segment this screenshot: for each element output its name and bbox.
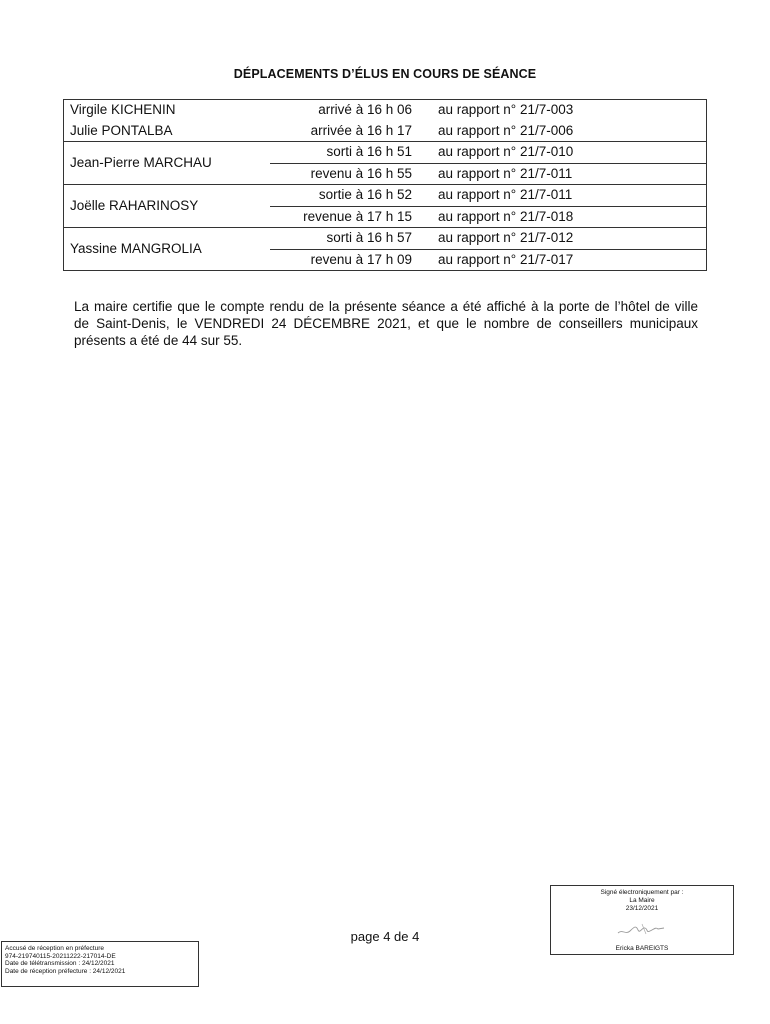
table-row (64, 185, 707, 207)
table-row (64, 100, 707, 121)
handwritten-signature-icon (612, 919, 672, 939)
report-number: au rapport n° 21/7-018 (414, 206, 707, 228)
report-number: au rapport n° 21/7-012 (414, 228, 707, 250)
movements-table (63, 99, 707, 271)
movement-time: sortie à 16 h 52 (270, 185, 414, 207)
signer-name: Ericka BAREIGTS (615, 945, 669, 952)
signature-caption: Signé électroniquement par : (600, 889, 684, 896)
report-number: au rapport n° 21/7-017 (414, 249, 707, 271)
certification-line: présents a été de 44 sur 55. (74, 333, 243, 348)
elected-name: Yassine MANGROLIA (64, 228, 271, 271)
report-number: au rapport n° 21/7-011 (414, 185, 707, 207)
elected-name: Virgile KICHENIN (70, 102, 176, 118)
elected-name: Jean-Pierre MARCHAU (64, 142, 271, 185)
report-number: au rapport n° 21/7-010 (414, 142, 707, 164)
elected-name: Julie PONTALBA (70, 122, 173, 138)
electronic-signature-box (550, 885, 734, 955)
certification-line: de Saint-Denis, le VENDREDI 24 DÉCEMBRE 2021, et que le nombre de conseillers municipaux (74, 316, 698, 331)
signature-role: La Maire (629, 897, 655, 904)
receipt-line: Date de télétransmission : 24/12/2021 (5, 960, 115, 967)
movement-time: revenue à 17 h 15 (270, 206, 414, 228)
receipt-line: Accusé de réception en préfecture (5, 945, 105, 952)
movement-time: revenu à 17 h 09 (270, 249, 414, 271)
prefecture-receipt-box (1, 941, 199, 987)
movement-time: sorti à 16 h 51 (270, 142, 414, 164)
document-title: DÉPLACEMENTS D’ÉLUS EN COURS DE SÉANCE (233, 67, 537, 81)
report-number: au rapport n° 21/7-003 (438, 102, 574, 118)
receipt-line: 974-219740115-20211222-217014-DE (5, 952, 116, 960)
report-number: au rapport n° 21/7-011 (414, 163, 707, 185)
certification-line: La maire certifie que le compte rendu de la présente séance a été affiché à la porte de l’hôtel de ville (74, 299, 698, 314)
movement-time: revenu à 16 h 55 (270, 163, 414, 185)
page-number: page 4 de 4 (350, 929, 420, 944)
movement-time: sorti à 16 h 57 (270, 228, 414, 250)
table-row (64, 142, 707, 164)
movement-time: arrivé à 16 h 06 (318, 102, 412, 118)
receipt-line: Date de réception préfecture : 24/12/2021 (5, 967, 126, 975)
table-row (64, 121, 707, 142)
signature-date: 23/12/2021 (625, 905, 659, 912)
elected-name: Joëlle RAHARINOSY (64, 185, 271, 228)
table-row (64, 228, 707, 250)
report-number: au rapport n° 21/7-006 (438, 122, 574, 138)
movement-time: arrivée à 16 h 17 (310, 122, 412, 138)
certification-paragraph (74, 298, 698, 349)
